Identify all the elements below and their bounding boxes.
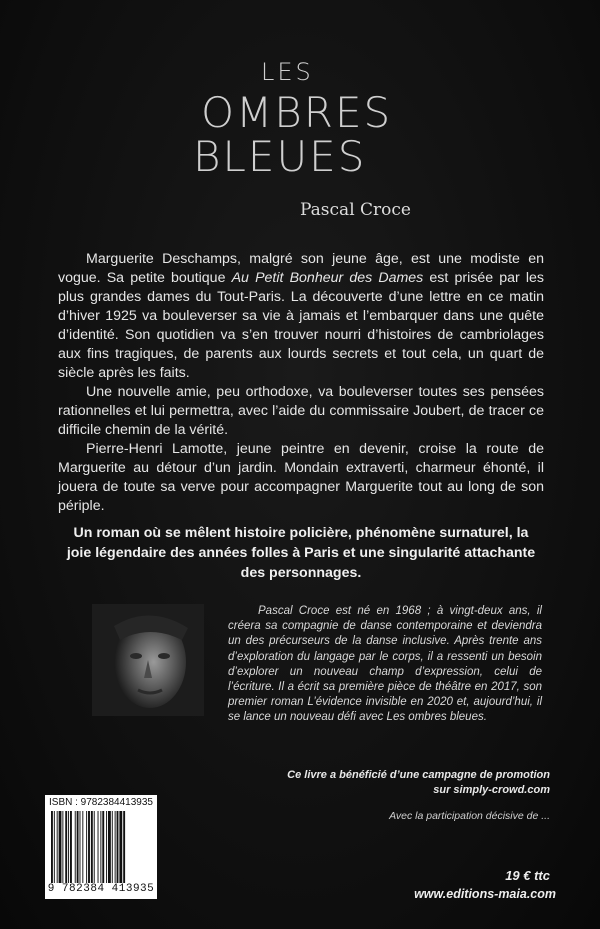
blurb-paragraph-3: Pierre-Henri Lamotte, jeune peintre en devenir, croise la route de Marguerite au détour d’un jardin. Mondain extraverti, charmeur éhonté, il jouera de toute sa verve pour accompagner Marguerite tout au long de son périple. bbox=[58, 441, 544, 514]
barcode-digits: 9 782384 413935 bbox=[47, 883, 155, 895]
barcode-bar bbox=[82, 811, 83, 883]
isbn-label: ISBN : 9782384413935 bbox=[49, 797, 153, 808]
author-name: Pascal Croce bbox=[300, 200, 411, 220]
barcode-bar bbox=[54, 811, 55, 883]
barcode-bar bbox=[88, 811, 90, 883]
barcode-bar bbox=[80, 811, 81, 883]
title-line-1: LES bbox=[261, 58, 314, 86]
publisher-website[interactable]: www.editions-maia.com bbox=[414, 887, 556, 901]
barcode-bar bbox=[57, 811, 58, 883]
tagline: Un roman où se mêlent histoire policière, phénomène surnaturel, la joie légendaire des années folles à Paris et une singularité attachante des personnages. bbox=[66, 525, 536, 581]
author-photo bbox=[92, 604, 204, 716]
blurb-paragraph-2: Une nouvelle amie, peu orthodoxe, va bouleverser toutes ses pensées rationnelles et lui permettra, avec l’aide du commissaire Joubert, de tracer ce difficile chemin de la vérité. bbox=[58, 384, 544, 438]
blurb-p1-start: Marguerite Deschamps, malgré son jeune âge, est une modiste en vogue. Sa petite boutique bbox=[58, 251, 544, 286]
barcode-bar bbox=[86, 811, 87, 883]
author-bio bbox=[228, 604, 542, 726]
barcode-bar bbox=[70, 811, 72, 883]
barcode-bar bbox=[59, 811, 62, 883]
barcode-bar bbox=[108, 811, 111, 883]
participation-note: Avec la participation décisive de ... bbox=[389, 810, 550, 822]
barcode bbox=[45, 795, 157, 899]
price: 19 € ttc bbox=[505, 868, 550, 883]
barcode-bar bbox=[62, 811, 63, 883]
barcode-bars bbox=[51, 811, 151, 883]
book-title bbox=[193, 58, 393, 181]
barcode-bar bbox=[75, 811, 76, 883]
barcode-bar bbox=[77, 811, 79, 883]
barcode-bar bbox=[100, 811, 101, 883]
bio-text: Pascal Croce est né en 1968 ; à vingt-deux ans, il créera sa compagnie de danse contemporaine et deviendra un des précurseurs de la danse inclusive. Après trente ans d’exploration du langage par le corps, il a ressenti un besoin d’explorer un nouveau champ d’expression, celui de l’écriture. Il a écrit sa première pièce de théâtre en 2017, son premier roman L’évidence invisible en 2020 et, aujourd’hui, il se lance un nouveau défi avec Les ombres bleues. bbox=[228, 605, 542, 724]
barcode-bar bbox=[117, 811, 119, 883]
barcode-bar bbox=[119, 811, 122, 883]
barcode-bar bbox=[65, 811, 67, 883]
promo-line-2: sur simply-crowd.com bbox=[433, 784, 550, 796]
barcode-bar bbox=[112, 811, 113, 883]
barcode-bar bbox=[106, 811, 107, 883]
title-line-2: OMBRES bbox=[201, 88, 393, 137]
barcode-bar bbox=[68, 811, 69, 883]
barcode-bar bbox=[51, 811, 53, 883]
barcode-bar bbox=[91, 811, 93, 883]
title-line-3: BLEUES bbox=[193, 132, 367, 181]
barcode-bar bbox=[115, 811, 116, 883]
shop-name: Au Petit Bonheur des Dames bbox=[231, 270, 424, 286]
barcode-bar bbox=[102, 811, 104, 883]
barcode-bar bbox=[98, 811, 99, 883]
promo-line-1: Ce livre a bénéficié d’une campagne de promotion bbox=[287, 769, 550, 781]
blurb-p1-end: est prisée par les plus grandes dames du Tout-Paris. La découverte d’une lettre en ce matin d’hiver 1925 va bouleverser sa vie à jamais et l’embarquer dans une quête d’identité. Son quotidien va s’en trouver nourri d’histoires de cambriolages aux fins tragiques, de parents aux lourds secrets et tout cela, un quart de siècle après les faits. bbox=[58, 270, 544, 381]
blurb-paragraph-1 bbox=[58, 250, 544, 383]
barcode-bar bbox=[123, 811, 125, 883]
promo-note bbox=[230, 768, 550, 798]
barcode-bar bbox=[94, 811, 95, 883]
portrait-image bbox=[92, 604, 204, 716]
blurb bbox=[58, 250, 544, 516]
